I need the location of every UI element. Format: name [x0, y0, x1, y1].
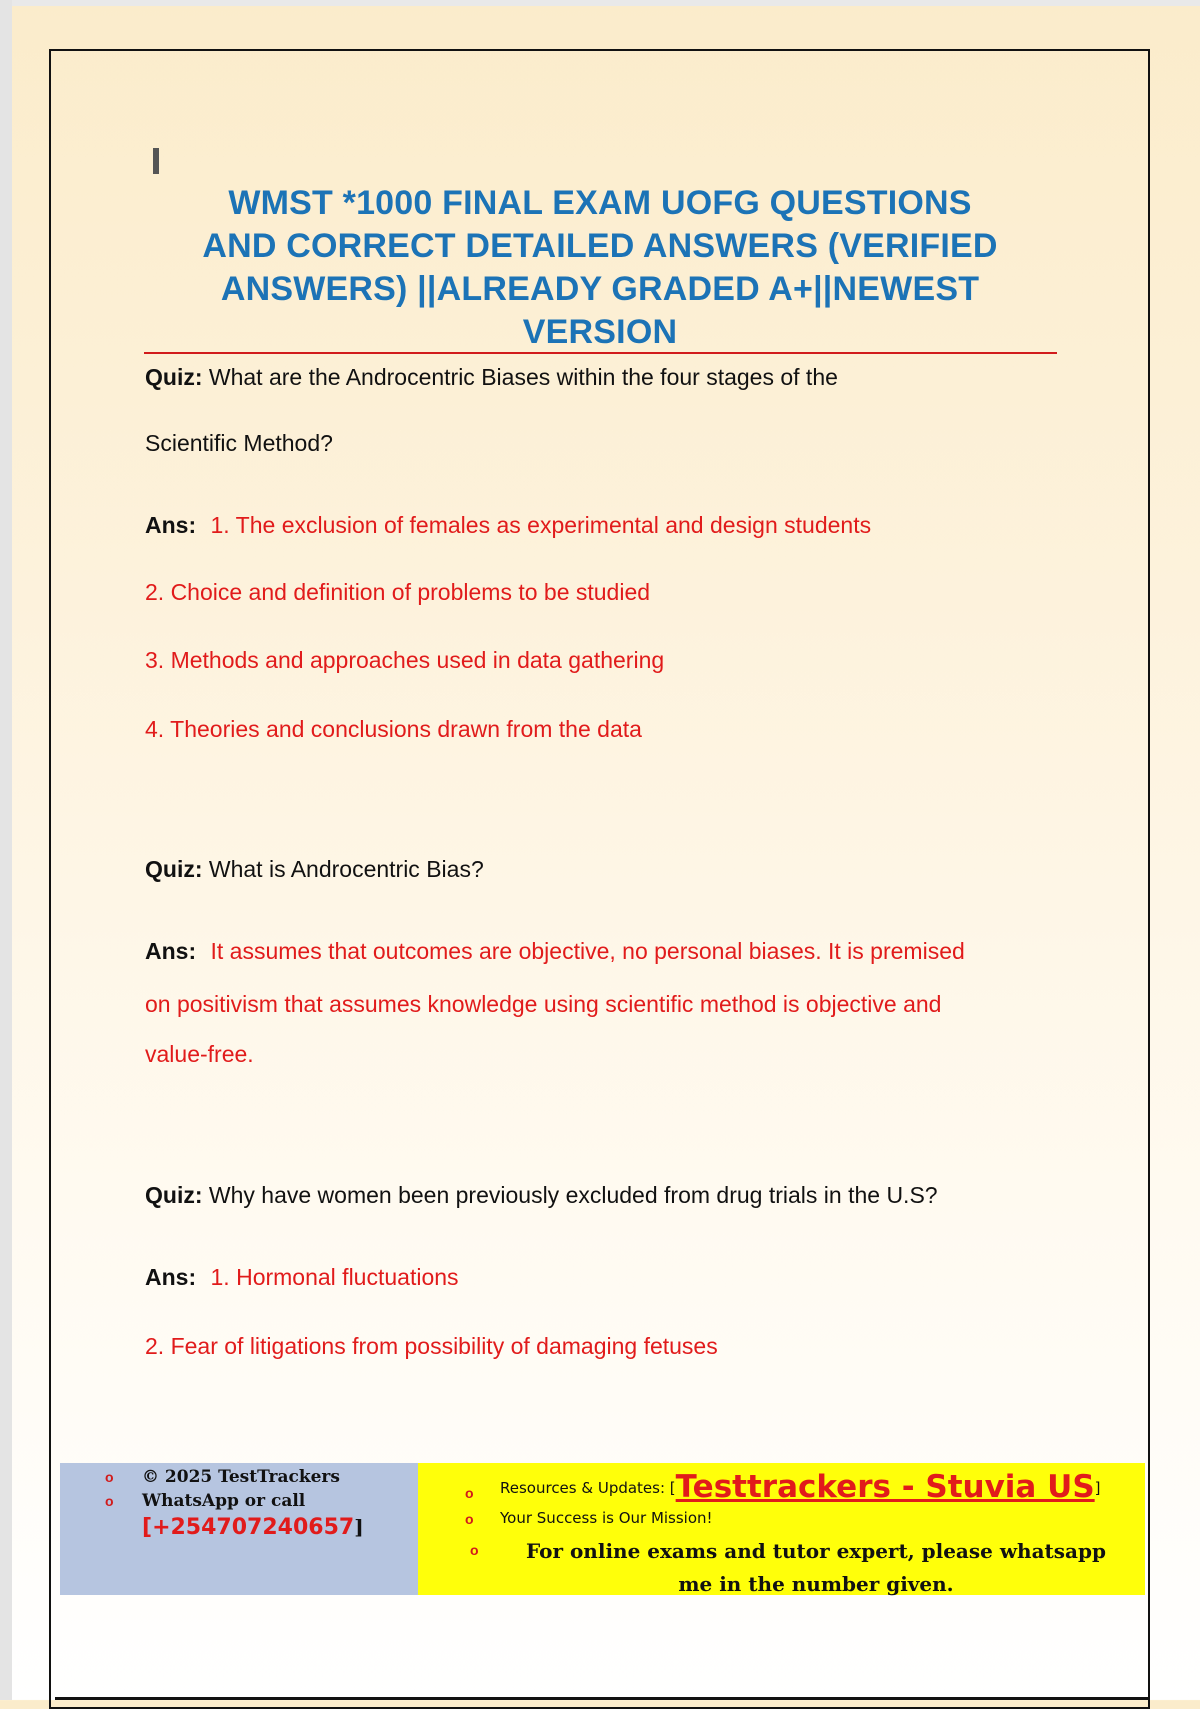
question-text: What is Androcentric Bias?	[208, 856, 484, 882]
bullet-icon: o	[105, 1469, 114, 1485]
answer-3-line: 2. Fear of litigations from possibility of damaging fetuses	[145, 1333, 718, 1359]
text-cursor	[153, 148, 159, 174]
quiz-label: Quiz:	[145, 364, 203, 390]
promo-text	[496, 1535, 1136, 1601]
title-underline	[144, 352, 1057, 354]
copyright-text: © 2025 TestTrackers	[142, 1467, 340, 1487]
ans-label: Ans:	[145, 938, 197, 964]
answer-2	[145, 938, 965, 965]
question-2	[145, 856, 484, 883]
title-line: ANSWERS) ||ALREADY GRADED A+||NEWEST	[220, 270, 980, 308]
question-1	[145, 364, 838, 391]
mission-text: Your Success is Our Mission!	[500, 1509, 713, 1527]
quiz-label: Quiz:	[145, 856, 203, 882]
bullet-icon: o	[465, 1485, 474, 1501]
phone-number[interactable]: +254707240657	[152, 1515, 355, 1540]
viewer-left-edge	[0, 0, 12, 1700]
bullet-icon: o	[470, 1542, 479, 1558]
title-line: WMST *1000 FINAL EXAM UOFG QUESTIONS	[228, 184, 972, 222]
resources-label: Resources & Updates: [	[500, 1479, 676, 1497]
question-text: What are the Androcentric Biases within the four stages of the	[208, 364, 838, 390]
bullet-icon: o	[465, 1511, 474, 1527]
title-line: VERSION	[522, 313, 678, 351]
document-title	[150, 182, 1050, 354]
phone-line	[142, 1515, 364, 1540]
answer-2-line: value-free.	[145, 1041, 254, 1067]
promo-line: For online exams and tutor expert, please whatsapp	[526, 1539, 1106, 1563]
title-line: AND CORRECT DETAILED ANSWERS (VERIFIED	[202, 227, 998, 265]
stuvia-link[interactable]: Testtrackers - Stuvia US	[675, 1469, 1095, 1505]
answer-3	[145, 1264, 459, 1291]
footer-promo-box	[418, 1463, 1145, 1595]
answer-1-line: 2. Choice and definition of problems to be studied	[145, 579, 651, 605]
bullet-icon: o	[105, 1493, 114, 1509]
question-text: Why have women been previously excluded from drug trials in the U.S?	[208, 1182, 938, 1208]
answer-text: 1. The exclusion of females as experimental and design students	[210, 512, 872, 538]
quiz-label: Quiz:	[145, 1182, 203, 1208]
footer-contact-box	[60, 1463, 418, 1595]
answer-1-line: 4. Theories and conclusions drawn from the data	[145, 716, 642, 742]
question-1-continued: Scientific Method?	[145, 430, 333, 456]
answer-1-line: 3. Methods and approaches used in data gathering	[145, 647, 665, 673]
answer-text: It assumes that outcomes are objective, no personal biases. It is premised	[210, 938, 965, 964]
phone-bracket: [	[142, 1515, 153, 1540]
ans-label: Ans:	[145, 512, 197, 538]
answer-2-line: on positivism that assumes knowledge using scientific method is objective and	[145, 991, 942, 1017]
answer-text: 1. Hormonal fluctuations	[210, 1264, 459, 1290]
phone-bracket: ]	[354, 1515, 364, 1539]
resources-line	[500, 1469, 1101, 1505]
answer-1	[145, 512, 871, 539]
ans-label: Ans:	[145, 1264, 197, 1290]
promo-line: me in the number given.	[678, 1572, 954, 1596]
resources-bracket: ]	[1094, 1479, 1101, 1497]
viewer-top-edge	[0, 0, 1200, 6]
question-3	[145, 1182, 938, 1209]
whatsapp-label: WhatsApp or call	[142, 1491, 306, 1511]
